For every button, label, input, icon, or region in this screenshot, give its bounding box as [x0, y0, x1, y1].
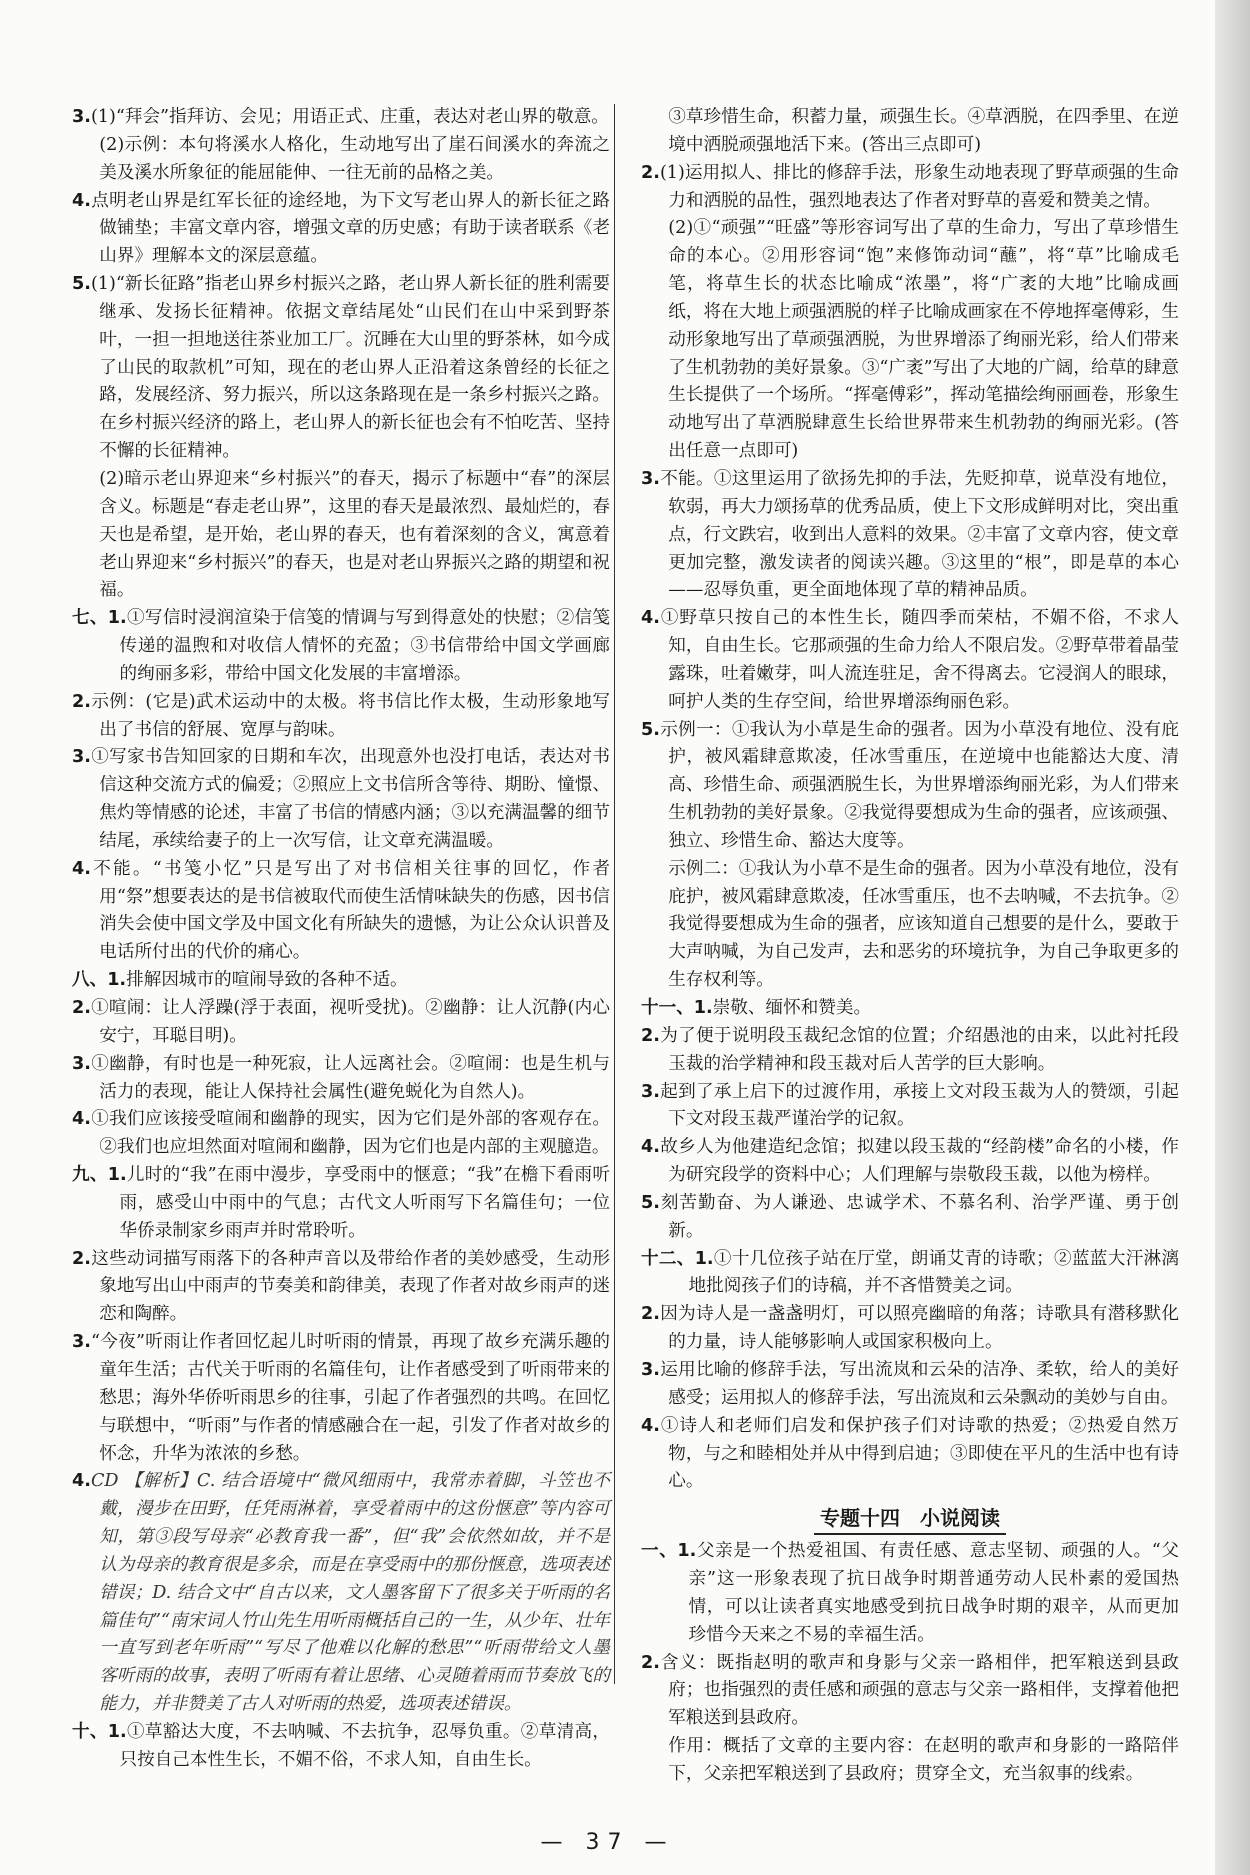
answer-number: 5. [641, 1192, 660, 1213]
answer-text: ①野草只按自己的本性生长，随四季而荣枯，不媚不俗，不求人知，自由生长。它那顽强的生命力给人不限启发。②野草带着晶莹露珠，吐着嫩芽，叫人流连驻足，舍不得离去。它浸润人的眼球，呵护人类的生存空间，给世界增添绚丽色彩。 [659, 608, 1179, 712]
answer-number: 九、1. [72, 1165, 127, 1186]
answer-number: 2. [72, 691, 91, 712]
answer-text: 点明老山界是红军长征的途经地，为下文写老山界人的新长征之路做铺垫；丰富文章内容，增强文章的历史感；有助于读者联系《老山界》理解本文的深层意蕴。 [90, 190, 610, 267]
answer-number: 4. [72, 858, 91, 879]
answer-item [72, 466, 610, 605]
answer-number: 5. [72, 274, 91, 295]
answer-text: 示例二：①我认为小草不是生命的强者。因为小草没有地位，没有庇护，被风霜肆意欺凌，任冰雪重压，也不去呐喊，不去抗争。②我觉得要想成为生命的强者，应该知道自己想要的是什么，要敢于大声呐喊，为自己发声，去和恶劣的环境抗争，为自己争取更多的生存权利等。 [668, 858, 1179, 991]
answer-item [641, 1134, 1179, 1190]
answer-text: (1)运用拟人、排比的修辞手法，形象生动地表现了野草顽强的生命力和洒脱的品性，强烈地表达了作者对野草的喜爱和赞美之情。 [659, 162, 1179, 211]
answer-item [641, 1538, 1179, 1649]
answer-item [72, 605, 610, 689]
answer-text: 刻苦勤奋、为人谦逊、忠诚学术、不慕名利、治学严谨、勇于创新。 [659, 1192, 1179, 1241]
answer-number: 3. [72, 1053, 91, 1074]
answer-number: 3. [72, 747, 91, 768]
answer-text: 为了便于说明段玉裁纪念馆的位置；介绍愚池的由来，以此衬托段玉裁的治学精神和段玉裁对后人苦学的巨大影响。 [659, 1025, 1179, 1074]
left-column [72, 104, 610, 1775]
answer-item [641, 1733, 1179, 1789]
answer-text: 起到了承上启下的过渡作用，承接上文对段玉裁为人的赞颂，引起下文对段玉裁严谨治学的记叙。 [659, 1081, 1179, 1130]
answer-item [72, 689, 610, 745]
answer-number: 4. [641, 608, 660, 629]
answer-item [72, 271, 610, 466]
answer-text: 儿时的“我”在雨中漫步，享受雨中的惬意；“我”在檐下看雨听雨，感受山中雨中的气息；古代文人听雨写下名篇佳句；一位华侨录制家乡雨声并时常聆听。 [119, 1165, 610, 1241]
answer-item [641, 1023, 1179, 1079]
answer-item [72, 1162, 610, 1246]
answer-text: 不能。①这里运用了欲扬先抑的手法，先贬抑草，说草没有地位，软弱，再大力颂扬草的优秀品质，使上下文形成鲜明对比，突出重点，行文跌宕，收到出人意料的效果。②丰富了文章内容，使文章更加完整，激发读者的阅读兴趣。③这里的“根”，即是草的本心——忍辱负重，更全面地体现了草的精神品质。 [659, 468, 1179, 601]
answer-number: 3. [641, 468, 660, 489]
answer-item [72, 1246, 610, 1330]
answer-item [641, 215, 1179, 466]
answer-number: 2. [72, 998, 91, 1018]
answer-text: 含义：既指赵明的歌声和身影与父亲一路相伴，把军粮送到县政府；也指强烈的责任感和顽强的意志与父亲一路相伴，支撑着他把军粮送到县政府。 [659, 1652, 1179, 1729]
answer-number: 十一、1. [641, 998, 713, 1018]
answer-item [72, 1468, 610, 1719]
answer-text: ①我们应该接受喧闹和幽静的现实，因为它们是外部的客观存在。②我们也应坦然面对喧闹和幽静，因为它们也是内部的主观臆造。 [90, 1109, 610, 1158]
answer-item [641, 466, 1179, 605]
column-divider [614, 104, 615, 1684]
answer-number: 3. [641, 1081, 660, 1102]
answer-text: ①写家书告知回家的日期和车次，出现意外也没打电话，表达对书信这种交流方式的偏爱；②照应上文书信所含等待、期盼、憧憬、焦灼等情感的论述，丰富了书信的情感内涵；③以充满温馨的细节结尾，承续给妻子的上一次写信，让文章充满温暖。 [90, 747, 610, 851]
answer-number: 3. [72, 1332, 91, 1353]
page-number: — 37 — [540, 1830, 675, 1855]
answer-text: ①十几位孩子站在厅堂，朗诵艾青的诗歌；②蓝蓝大汗淋漓地批阅孩子们的诗稿，并不吝惜赞美之词。 [688, 1248, 1179, 1297]
answer-text: “今夜”听雨让作者回忆起儿时听雨的情景，再现了故乡充满乐趣的童年生活；古代关于听雨的名篇佳句，让作者感受到了听雨带来的愁思；海外华侨听雨思乡的往事，引起了作者强烈的共鸣。在回忆与联想中，“听雨”与作者的情感融合在一起，引发了作者对故乡的怀念，升华为浓浓的乡愁。 [90, 1332, 610, 1464]
answer-number: 2. [641, 1304, 660, 1325]
answer-number: 一、1. [641, 1541, 697, 1562]
answer-item [72, 995, 610, 1051]
answer-number: 5. [641, 719, 660, 740]
right-column [641, 104, 1179, 1789]
answer-text: ①草豁达大度，不去呐喊、不去抗争，忍辱负重。②草清高，只按自己本性生长，不媚不俗，不求人知，自由生长。 [119, 1721, 610, 1770]
answer-item [72, 1051, 610, 1107]
answer-text: ③草珍惜生命，积蓄力量，顽强生长。④草洒脱，在四季里、在逆境中洒脱顽强地活下来。(答出三点即可) [668, 107, 1179, 155]
answer-text: 崇敬、缅怀和赞美。 [712, 998, 872, 1018]
answer-item [641, 1190, 1179, 1246]
book-edge [1215, 0, 1250, 1875]
answer-text: 示例：(它是)武术运动中的太极。将书信比作太极，生动形象地写出了书信的舒展、宽厚与韵味。 [90, 691, 610, 740]
answer-text: (1)“拜会”指拜访、会见；用语正式、庄重，表达对老山界的敬意。 [90, 107, 609, 127]
answer-number: 2. [641, 162, 660, 183]
answer-text: 排解因城市的喧闹导致的各种不适。 [126, 970, 408, 991]
answer-item [72, 967, 610, 995]
answer-item [641, 160, 1179, 216]
answer-number: 十、1. [72, 1721, 127, 1742]
answer-text: (2)示例：本句将溪水人格化，生动地写出了崖石间溪水的奔流之美及溪水所象征的能屈能伸、一往无前的品格之美。 [99, 134, 610, 183]
answer-text: ①写信时浸润渲染于信笺的情调与写到得意处的快慰；②信笺传递的温煦和对收信人情怀的充盈；③书信带给中国文学画廊的绚丽多彩，带给中国文化发展的丰富增添。 [119, 608, 610, 684]
answer-number: 4. [641, 1137, 660, 1158]
answer-text: (2)暗示老山界迎来“乡村振兴”的春天，揭示了标题中“春”的深层含义。标题是“春走老山界”，这里的春天是最浓烈、最灿烂的，春天也是希望，是开始，老山界的春天，也有着深刻的含义，寓意着老山界迎来“乡村振兴”的春天，也是对老山界振兴之路的期望和祝福。 [99, 468, 610, 601]
answer-number: 八、1. [72, 970, 127, 991]
answer-text: ①幽静，有时也是一种死寂，让人远离社会。②喧闹：也是生机与活力的表现，能让人保持社会属性(避免蜕化为自然人)。 [90, 1053, 610, 1102]
answer-item [641, 1079, 1179, 1135]
answer-item [72, 132, 610, 188]
answer-number: 4. [72, 1109, 91, 1130]
answer-text: 不能。“书笺小忆”只是写出了对书信相关往事的回忆，作者用“祭”想要表达的是书信被取代而使生活情味缺失的伤感，因书信消失会使中国文学及中国文化有所缺失的遗憾，为让公众认识普及电话所付出的代价的痛心。 [90, 858, 610, 963]
answer-item [641, 1650, 1179, 1734]
answer-number: 3. [641, 1359, 660, 1380]
answer-text: ①诗人和老师们启发和保护孩子们对诗歌的热爱；②热爱自然万物，与之和睦相处并从中得到启迪；③即使在平凡的生活中也有诗心。 [659, 1415, 1179, 1492]
answer-item [641, 605, 1179, 716]
answer-number: 2. [72, 1248, 91, 1269]
answer-item [72, 856, 610, 967]
answer-item [72, 744, 610, 855]
answer-item [641, 995, 1179, 1023]
answer-item [72, 104, 610, 132]
answer-number: 2. [641, 1652, 660, 1673]
answer-text: ①喧闹：让人浮躁(浮于表面，视听受扰)。②幽静：让人沉静(内心安宁，耳聪目明)。 [90, 998, 610, 1046]
answer-text: CD 【解析】C. 结合语境中“微风细雨中，我常赤着脚，斗笠也不戴，漫步在田野，任凭雨淋着，享受着雨中的这份惬意”等内容可知，第③段写母亲“必教育我一番”，但“我”会依然如故，并不是认为母亲的教育很是多余，而是在享受雨中的那份惬意，选项表述错误；D. 结合文中“自古以来，文人墨客留下了很多关于听雨的名篇佳句”“南宋词人竹山先生用听雨概括自己的一生，从少年、壮年一直写到老年听雨”“写尽了他难以化解的愁思”“听雨带给文人墨客听雨的故事，表明了听雨有着让思绪、心灵随着雨而节奏放飞的能力，并非赞美了古人对听雨的热爱，选项表述错误。 [90, 1471, 610, 1715]
answer-number: 4. [72, 190, 91, 211]
page-number-value: 37 [585, 1830, 630, 1855]
answer-text: (2)①“顽强”“旺盛”等形容词写出了草的生命力，写出了草珍惜生命的本心。②用形容词“饱”来修饰动词“蘸”，将“草”比喻成毛笔，将草生长的状态比喻成“浓墨”，将“广袤的大地”比喻成画纸，将在大地上顽强洒脱的样子比喻成画家在不停地挥毫傅彩，生动形象地写出了草顽强洒脱，为世界增添了绚丽光彩，给人们带来了生机勃勃的美好景象。③“广袤”写出了大地的广阔，给草的肆意生长提供了一个场所。“挥毫傅彩”，挥动笔描绘绚丽画卷，形象生动地写出了草洒脱肆意生长给世界带来生机勃勃的绚丽光彩。(答出任意一点即可) [668, 218, 1179, 462]
answer-text: 这些动词描写雨落下的各种声音以及带给作者的美妙感受，生动形象地写出山中雨声的节奏美和韵律美，表现了作者对故乡雨声的迷恋和陶醉。 [90, 1248, 610, 1325]
answer-item [72, 1329, 610, 1468]
answer-item [641, 1246, 1179, 1302]
answer-item [72, 1719, 610, 1775]
answer-text: 因为诗人是一盏盏明灯，可以照亮幽暗的角落；诗歌具有潜移默化的力量，诗人能够影响人或国家积极向上。 [659, 1304, 1179, 1353]
answer-text: 运用比喻的修辞手法，写出流岚和云朵的洁净、柔软，给人的美好感受；运用拟人的修辞手法，写出流岚和云朵飘动的美妙与自由。 [659, 1359, 1179, 1408]
answer-text: 故乡人为他建造纪念馆；拟建以段玉裁的“经韵楼”命名的小楼，作为研究段学的资料中心；人们理解与崇敬段玉裁，以他为榜样。 [659, 1137, 1179, 1186]
answer-item [72, 1106, 610, 1162]
answer-text: 父亲是一个热爱祖国、有责任感、意志坚韧、顽强的人。“父亲”这一形象表现了抗日战争时期普通劳动人民朴素的爱国热情，可以让读者真实地感受到抗日战争时期的艰辛，从而更加珍惜今天来之不易的幸福生活。 [688, 1541, 1179, 1645]
answer-text: 示例一：①我认为小草是生命的强者。因为小草没有地位、没有庇护，被风霜肆意欺凌，任冰雪重压，在逆境中也能豁达大度、清高、珍惜生命、顽强洒脱生长，为世界增添绚丽光彩，为人们带来生机勃勃的美好景象。②我觉得要想成为生命的强者，应该顽强、独立、珍惜生命、豁达大度等。 [659, 719, 1179, 851]
answer-item [641, 1301, 1179, 1357]
answer-item [641, 1357, 1179, 1413]
answer-text: (1)“新长征路”指老山界乡村振兴之路，老山界人新长征的胜利需要继承、发扬长征精神。依据文章结尾处“山民们在山中采到野茶叶，一担一担地送往茶业加工厂。沉睡在大山里的野茶林，如今成了山民的取款机”可知，现在的老山界人正沿着这条曾经的长征之路，发展经济、努力振兴，所以这条路现在是一条乡村振兴之路。在乡村振兴经济的路上，老山界人的新长征也会有不怕吃苦、坚持不懈的长征精神。 [90, 274, 610, 462]
answer-number: 3. [72, 107, 91, 127]
section-title [641, 1500, 1179, 1536]
answer-number: 2. [641, 1025, 660, 1046]
answer-item [641, 104, 1179, 160]
answer-number: 七、1. [72, 608, 127, 629]
answer-item [641, 856, 1179, 995]
section-title-text: 专题十四 小说阅读 [814, 1506, 1006, 1535]
answer-item [641, 1413, 1179, 1497]
answer-number: 4. [641, 1415, 660, 1436]
answer-item [641, 717, 1179, 856]
answer-item [72, 188, 610, 272]
answer-number: 4. [72, 1471, 91, 1492]
answer-number: 十二、1. [641, 1248, 714, 1269]
answer-text: 作用：概括了文章的主要内容：在赵明的歌声和身影的一路陪伴下，父亲把军粮送到了县政府；贯穿全文，充当叙事的线索。 [668, 1736, 1179, 1784]
